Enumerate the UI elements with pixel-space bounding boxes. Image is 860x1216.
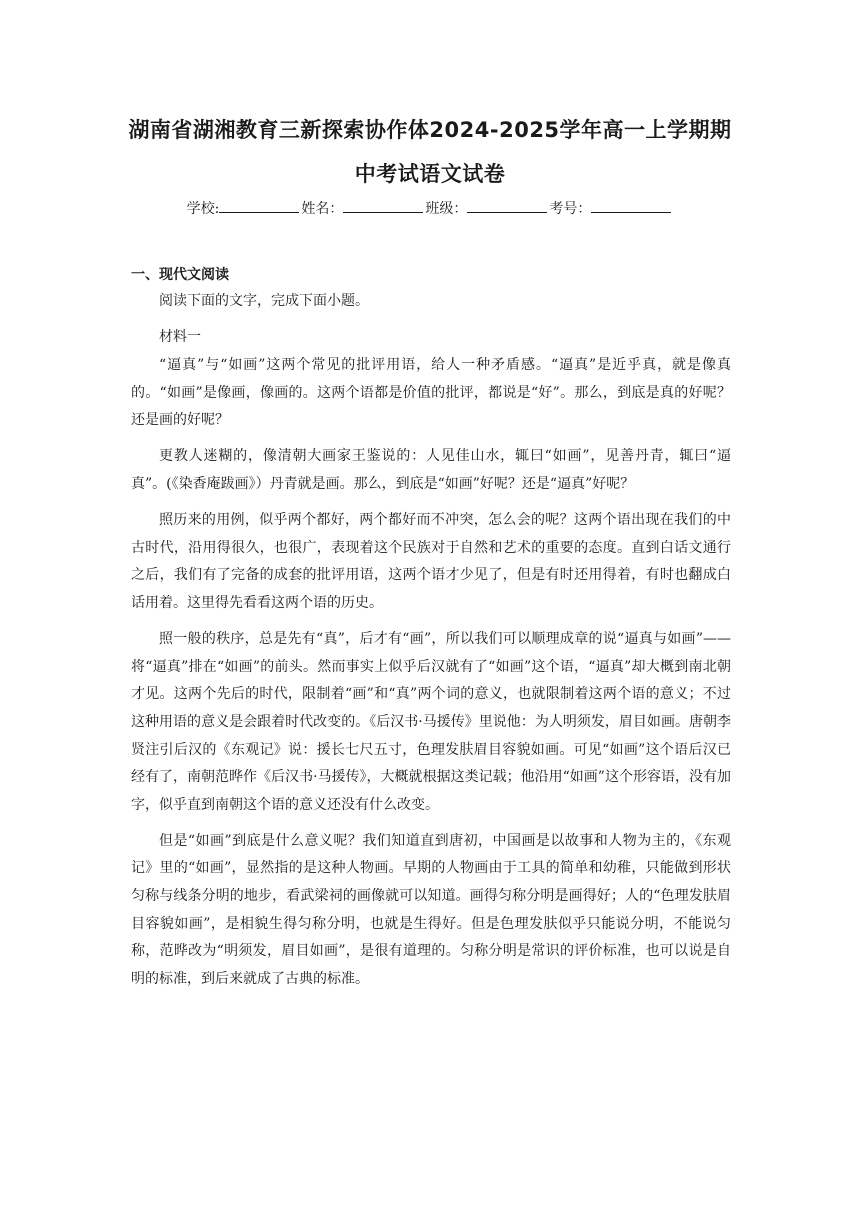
material-label-block — [131, 324, 731, 352]
reading-instruction — [131, 288, 731, 316]
school-label: 学校: — [186, 201, 220, 217]
passage-paragraph: 但是“如画”到底是什么意义呢？我们知道直到唐初，中国画是以故事和人物为主的，《东观记》里的“如画”，显然指的是这种人物画。早期的人物画由于工具的简单和幼稚，只能做到形状匀称与线条分明的地步，看武梁祠的画像就可以知道。画得匀称分明是画得好；人的“色理发肤眉目容貌如画”，是相貌生得匀称分明，也就是生得好。但是色理发肤似乎只能说分明，不能说匀称，范晔改为“明须发，眉目如画”，是很有道理的。匀称分明是常识的评价标准，也可以说是自明的标准，到后来就成了古典的标准。 — [131, 832, 731, 987]
exam-number-blank[interactable] — [591, 198, 671, 213]
class-label: 班级： — [425, 201, 468, 217]
document-title-line1: 湖南省湖湘教育三新探索协作体2024-2025学年高一上学期期 — [128, 118, 732, 142]
exam-number-label: 考号： — [549, 201, 592, 217]
school-blank[interactable] — [219, 198, 299, 213]
class-blank[interactable] — [467, 198, 547, 213]
student-info-line — [0, 198, 860, 218]
document-title-line2: 中考试语文试卷 — [354, 162, 506, 186]
reading-passage — [131, 352, 731, 1002]
passage-paragraph: 更教人迷糊的，像清朝大画家王鉴说的：人见佳山水，辄曰“如画”，见善丹青，辄曰“逼真”。(《染香庵跋画》）丹青就是画。那么，到底是“如画”好呢？还是“逼真”好呢？ — [131, 448, 731, 492]
material-label: 材料一 — [159, 329, 201, 345]
passage-paragraph: 照历来的用例，似乎两个都好，两个都好而不冲突，怎么会的呢？这两个语出现在我们的中古时代，沿用得很久，也很广，表现着这个民族对于自然和艺术的重要的态度。直到白话文通行之后，我们有了完备的成套的批评用语，这两个语才少见了，但是有时还用得着，有时也翻成白话用着。这里得先看看这两个语的历史。 — [131, 512, 731, 611]
name-blank[interactable] — [343, 198, 423, 213]
passage-paragraph: “逼真”与“如画”这两个常见的批评用语，给人一种矛盾感。“逼真”是近乎真，就是像真的。“如画”是像画，像画的。这两个语都是价值的批评，都说是“好”。那么，到底是真的好呢？还是画的好呢？ — [131, 357, 731, 429]
instruction-text: 阅读下面的文字，完成下面小题。 — [159, 293, 369, 309]
name-label: 姓名： — [301, 201, 344, 217]
passage-paragraph: 照一般的秩序，总是先有“真”，后才有“画”，所以我们可以顺理成章的说“逼真与如画”——将“逼真”排在“如画”的前头。然而事实上似乎后汉就有了“如画”这个语，“逼真”却大概到南北朝才见。这两个先后的时代，限制着“画”和“真”两个词的意义，也就限制着这两个语的意义；不过这种用语的意义是会跟着时代改变的。《后汉书·马援传》里说他：为人明须发，眉目如画。唐朝李贤注引后汉的《东观记》说：援长七尺五寸，色理发肤眉目容貌如画。可见“如画”这个语后汉已经有了，南朝范晔作《后汉书·马援传》，大概就根据这类记载；他沿用“如画”这个形容语，没有加字，似乎直到南朝这个语的意义还没有什么改变。 — [131, 631, 731, 813]
section-heading: 一、现代文阅读 — [131, 267, 229, 283]
